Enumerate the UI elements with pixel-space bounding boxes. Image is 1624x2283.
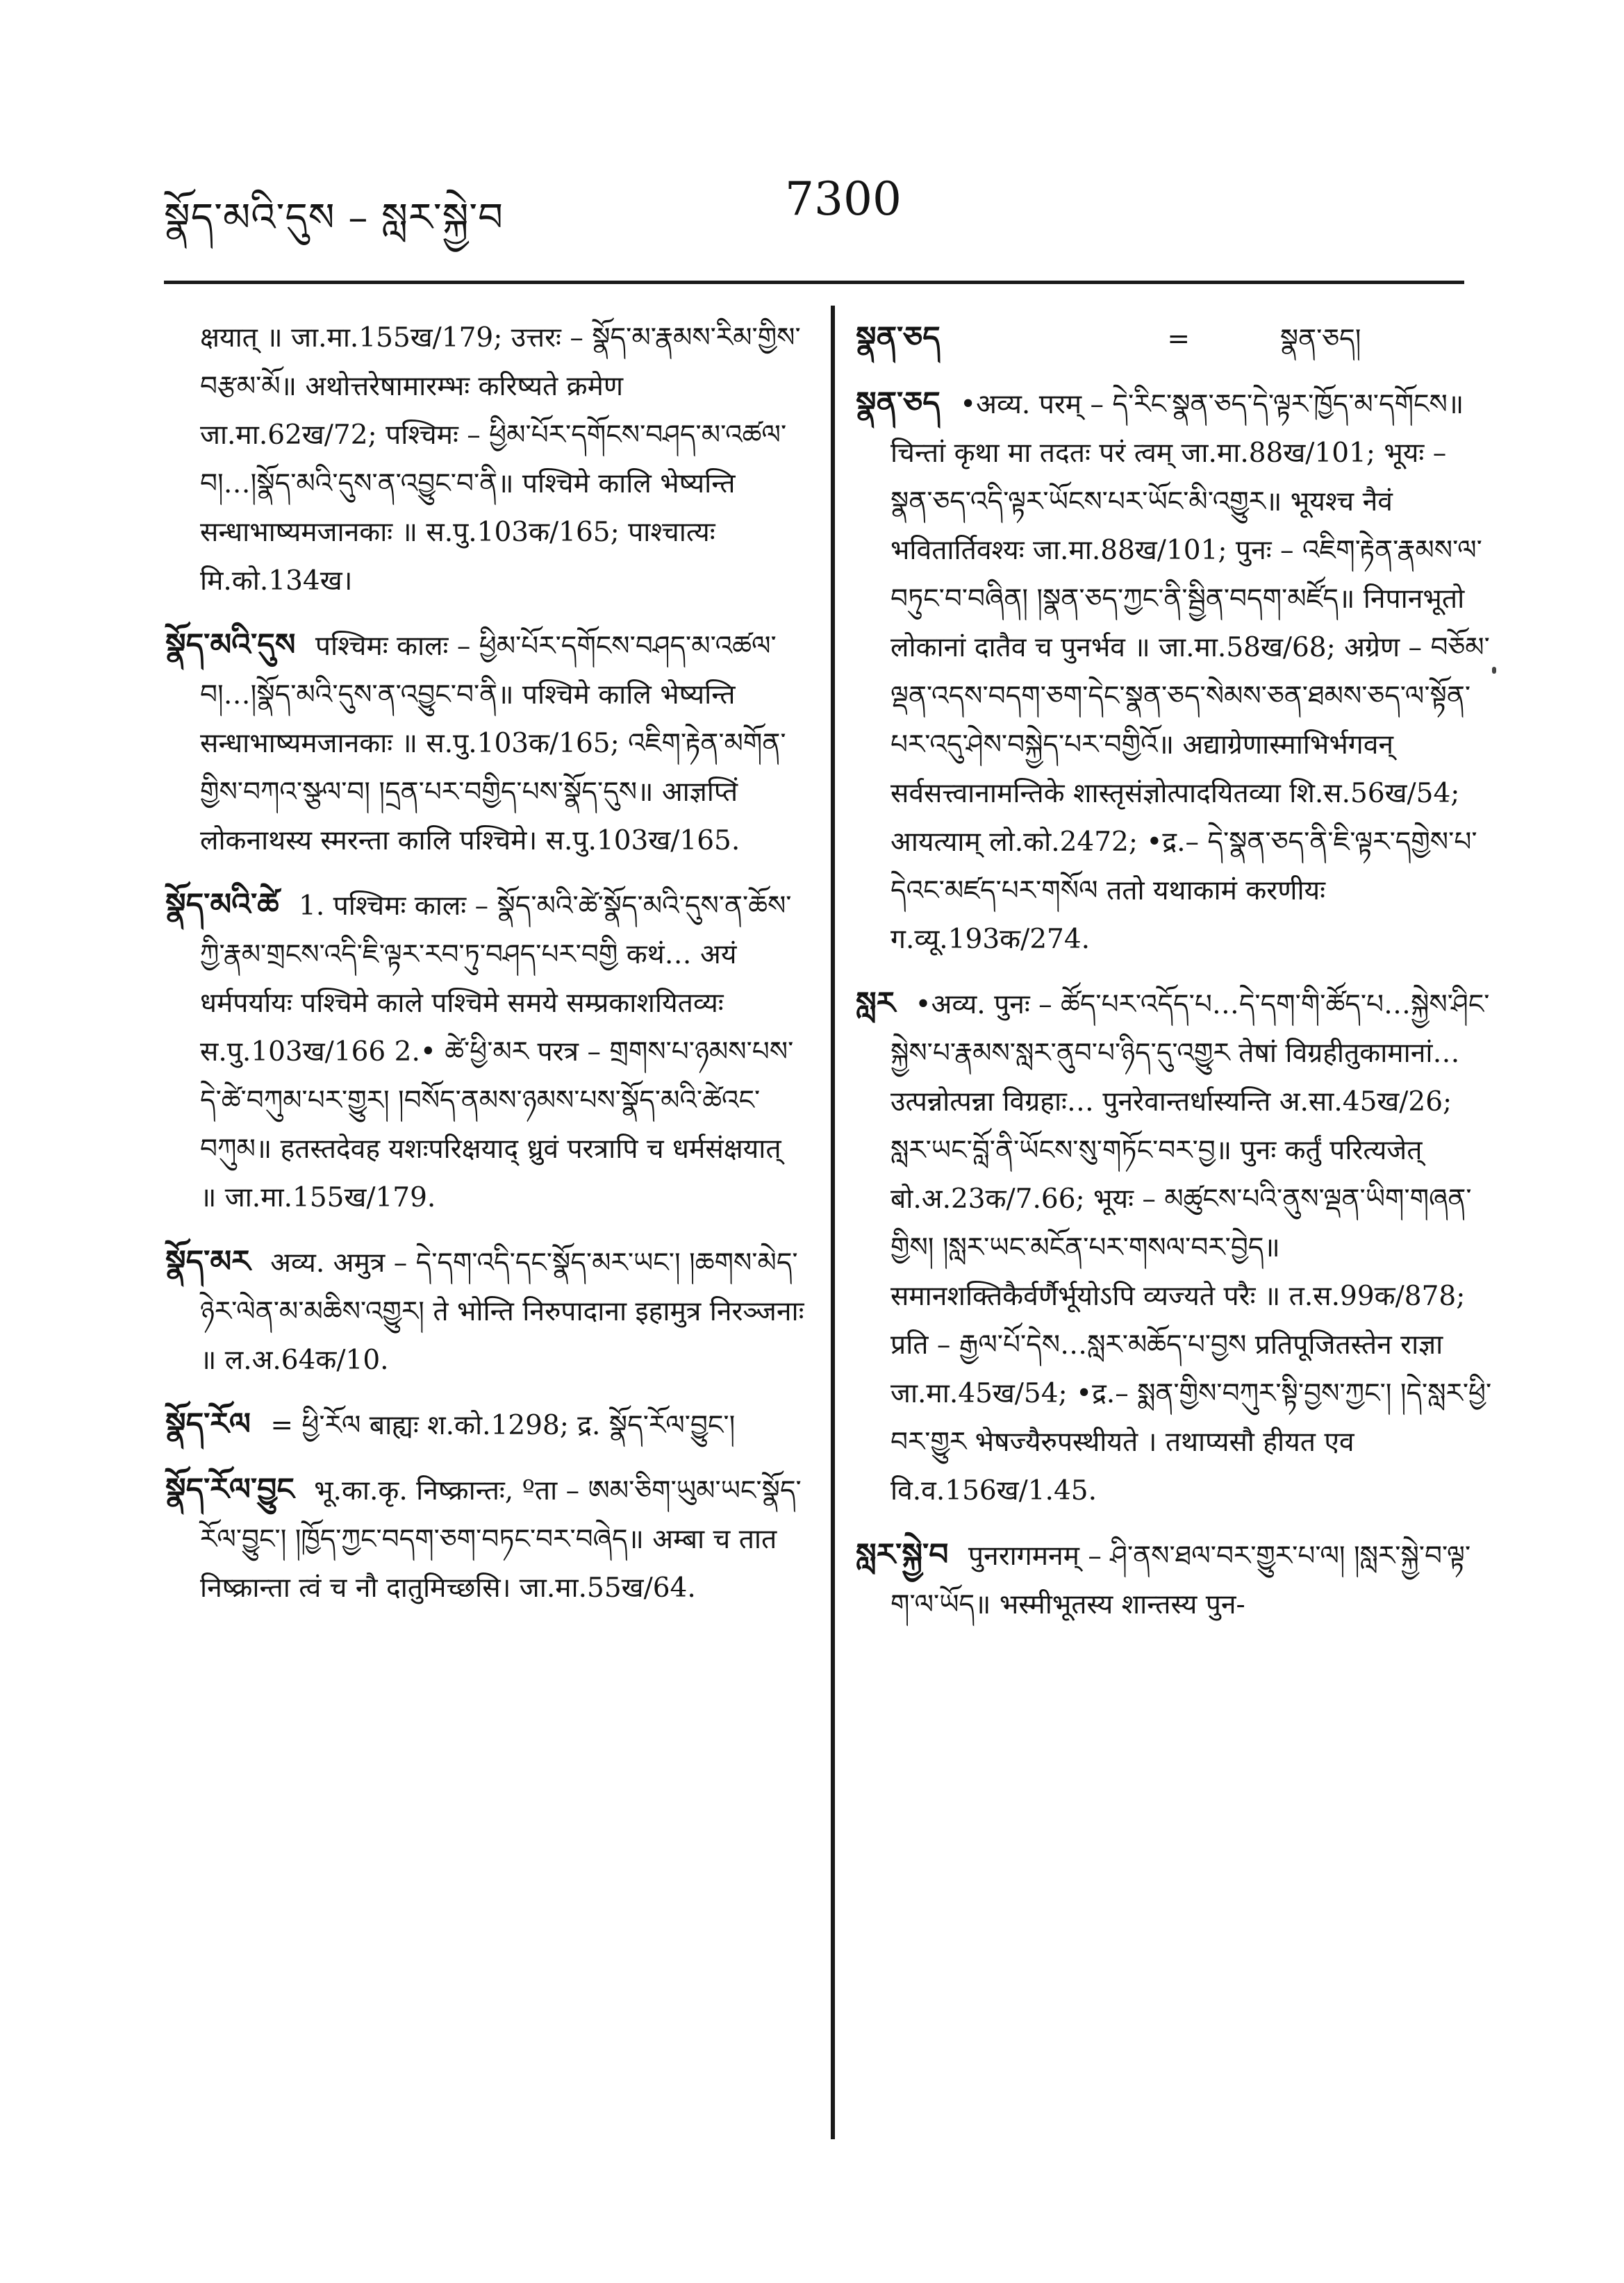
continuation-text: क्षयात् ॥ जा.मा.155ख/179; उत्तरः – སྣོད་མ་རྣམས་རིམ་གྱིས་བརྩམ་མོ॥ अथोत्तरेषामारम्भः करिष्यते क्रमेण जा.मा.62ख/72; पश्चिमः – ཕྱིམ་པོར་དགོངས་བཤད་མ་འཚལ་བ།…།སྣོད་མའི་དུས་ན་འབྱུང་བ་ནི॥ पश्चिमे कालि भेष्यन्ति सन्धाभाष्यमजानकाः ॥ स.पु.103क/165; पाश्चात्यः मि.को.134ख। — [200, 322, 801, 597]
page-header — [0, 0, 1624, 292]
left-column — [165, 314, 804, 1628]
entry-text: पुनरागमनम् – ཤི་ནས་ཐལ་བར་གྱུར་པ་ལ། །སླར་སྐྱེ་བ་ལྟ་ག་ལ་ཡོད॥ भस्मीभूतस्य शान्तस्य पुन- — [890, 1541, 1471, 1620]
equivalent-form: སྣན་ཅད། — [1279, 324, 1361, 355]
entry-text: अव्य. अमुत्र – དེ་དག་འདི་དང་སྣོད་མར་ཡང་། །ཆགས་མེད་ཉེར་ལེན་མ་མཆིས་འགྱུར། ते भोन्ति निरुपादाना इहामुत्र निरञ्जनाः ॥ ल.अ.64क/10. — [200, 1247, 804, 1376]
entry-headword: སླར — [856, 986, 896, 1021]
dictionary-entry — [165, 1238, 804, 1385]
running-head: སྣོད་མའི་དུས – སླར་སྐྱེ་བ — [164, 195, 504, 240]
entry-text: भू.का.कृ. निष्क्रान्तः, ºता – ཨམ་ཅིག་ཡུམ་ཡང་སྣོད་རོལ་བྱུང་། །ཁྱོད་ཀྱང་བདག་ཅག་བཏང་བར་བཞེད॥ अम्बा च तात निष्क्रान्ता त्वं च नौ दातुमिच्छसि। जा.मा.55ख/64. — [200, 1475, 802, 1604]
entry-headword: སྣན་ཅད — [856, 320, 941, 356]
dictionary-entry — [165, 1466, 804, 1613]
equivalence-entry — [856, 314, 1495, 364]
entry-text: पश्चिमः कालः – ཕྱིམ་པོར་དགོངས་བཤད་མ་འཚལ་བ།…།སྣོད་མའི་དུས་ན་འབྱུང་བ་ནི॥ पश्चिमे कालि भेष्यन्ति सन्धाभाष्यमजानकाः ॥ स.पु.103क/165; འཇིག་རྟེན་མགོན་གྱིས་བཀའ་སྩལ་བ། །དྲན་པར་བགྱིད་པས་སྣོད་དུས॥ आज्ञप्तिं लोकनाथस्य स्मरन्ता कालि पश्चिमे। स.पु.103ख/165. — [200, 631, 786, 856]
entry-headword: སྣོད་མའི་དུས — [165, 627, 296, 663]
dictionary-entry — [856, 1531, 1495, 1629]
scan-speck — [1492, 667, 1496, 674]
entry-headword: སྣོད་རོལ — [165, 1406, 251, 1442]
dictionary-entry — [165, 1400, 804, 1450]
entry-headword: སྣོད་མའི་ཚེ — [165, 887, 279, 922]
entry-headword: སྣོད་རོལ་བྱུང — [165, 1472, 295, 1507]
entry-text: •अव्य. परम् – དེ་རིང་སྣན་ཅད་དེ་ལྟར་ཁྱོད་མ་དགོངས॥ चिन्तां कृथा मा तदतः परं त्वम् जा.मा.88ख/101; भूयः – སྣན་ཅད་འདི་ལྟར་ཡོངས་པར་ཡོང་མི་འགྱུར॥ भूयश्च नैवं भवितार्तिवश्यः जा.मा.88ख/101; पुनः – འཇིག་རྟེན་རྣམས་ལ་བཏུང་བ་བཞིན། །སྣན་ཅད་ཀྱང་ནི་སྦྱིན་བདག་མཛོད॥ निपानभूतो लोकानां दातैव च पुनर्भव ॥ जा.मा.58ख/68; अग्रेण – བཅོམ་ལྡན་འདས་བདག་ཅག་དེང་སྣན་ཅད་སེམས་ཅན་ཐམས་ཅད་ལ་སྟོན་པར་འདུ་ཤེས་བསྐྱེད་པར་བགྱིའོ॥ अद्याग्रेणास्माभिर्भगवन् सर्वसत्त्वानामन्तिके शास्तृसंज्ञोत्पादयितव्या शि.स.56ख/54; आयत्याम् लो.को.2472; •द्र.– དེ་སྣན་ཅད་ནི་ཇི་ལྟར་དགྱེས་པ་དེའང་མཛད་པར་གསོལ ततो यथाकामं करणीयः ग.व्यू.193क/274. — [890, 389, 1490, 955]
dictionary-entry — [165, 621, 804, 865]
entry-headword: སྣོད་མར — [165, 1244, 251, 1279]
page-number: 7300 — [785, 172, 902, 226]
header-rule — [164, 281, 1464, 284]
dictionary-entry — [856, 979, 1495, 1516]
entry-text: •अव्य. पुनः – ཚོད་པར་འདོད་པ…དེ་དག་གི་ཚོད་པ…སྐྱེས་ཤིང་སྐྱེས་པ་རྣམས་སླར་ནུབ་པ་ཉིད་དུ་འགྱུར तेषां विग्रहीतुकामानां… उत्पन्नोत्पन्ना विग्रहाः… पुनरेवान्तर्धास्यन्ति अ.सा.45ख/26; སླར་ཡང་བློ་ནི་ཡོངས་སུ་གཏོང་བར་བྱ॥ पुनः कर्तुं परित्यजेत् बो.अ.23क/7.66; भूयः – མཚུངས་པའི་ནུས་ལྡན་ཡིག་གཞན་གྱིས། །སླར་ཡང་མངོན་པར་གསལ་བར་བྱེད॥ समानशक्तिकैर्वर्णैर्भूयोऽपि व्यज्यते परैः ॥ त.स.99क/878; प्रति – རྒྱལ་པོ་དེས…སླར་མཆོད་པ་བྱས प्रतिपूजितस्तेन राज्ञा जा.मा.45ख/54; •द्र.– སྨན་གྱིས་བཀུར་སྟི་བྱས་ཀྱང་། །དེ་སླར་ཕྱི་བར་གྱུར भेषज्यैरुपस्थीयते । तथाप्यसौ हीयत एव वि.व.156ख/1.45. — [890, 989, 1492, 1506]
right-column — [856, 314, 1495, 1645]
equals-sign: = — [1167, 324, 1191, 355]
dictionary-entry — [165, 881, 804, 1222]
entry-headword: སླར་སྐྱེ་བ — [856, 1537, 949, 1572]
entry-headword: སྣན་ཅད — [856, 385, 941, 421]
entry-text: = ཕྱི་རོལ बाह्यः श.को.1298; द्र. སྣོད་རོལ་བྱུང་། — [270, 1410, 736, 1441]
column-divider — [831, 306, 835, 2139]
entry-text: 1. पश्चिमः कालः – སྣོད་མའི་ཚེ་སྣོད་མའི་དུས་ན་ཆོས་ཀྱི་རྣམ་གྲངས་འདི་ཇི་ལྟར་རབ་ཏུ་བཤད་པར་བགྱི कथं… अयं धर्मपर्यायः पश्चिमे काले पश्चिमे समये सम्प्रकाशयितव्यः स.पु.103ख/166 2.• ཚེ་ཕྱི་མར परत्र – གྲགས་པ་ཉམས་པས་དེ་ཚེ་བཀུམ་པར་གྱུར། །བསོད་ནམས་ཉམས་པས་སྣོད་མའི་ཚེའང་བཀུམ॥ हतस्तदेवह यशःपरिक्षयाद् ध्रुवं परत्रापि च धर्मसंक्षयात् ॥ जा.मा.155ख/179. — [200, 890, 794, 1213]
dictionary-entry — [856, 379, 1495, 964]
